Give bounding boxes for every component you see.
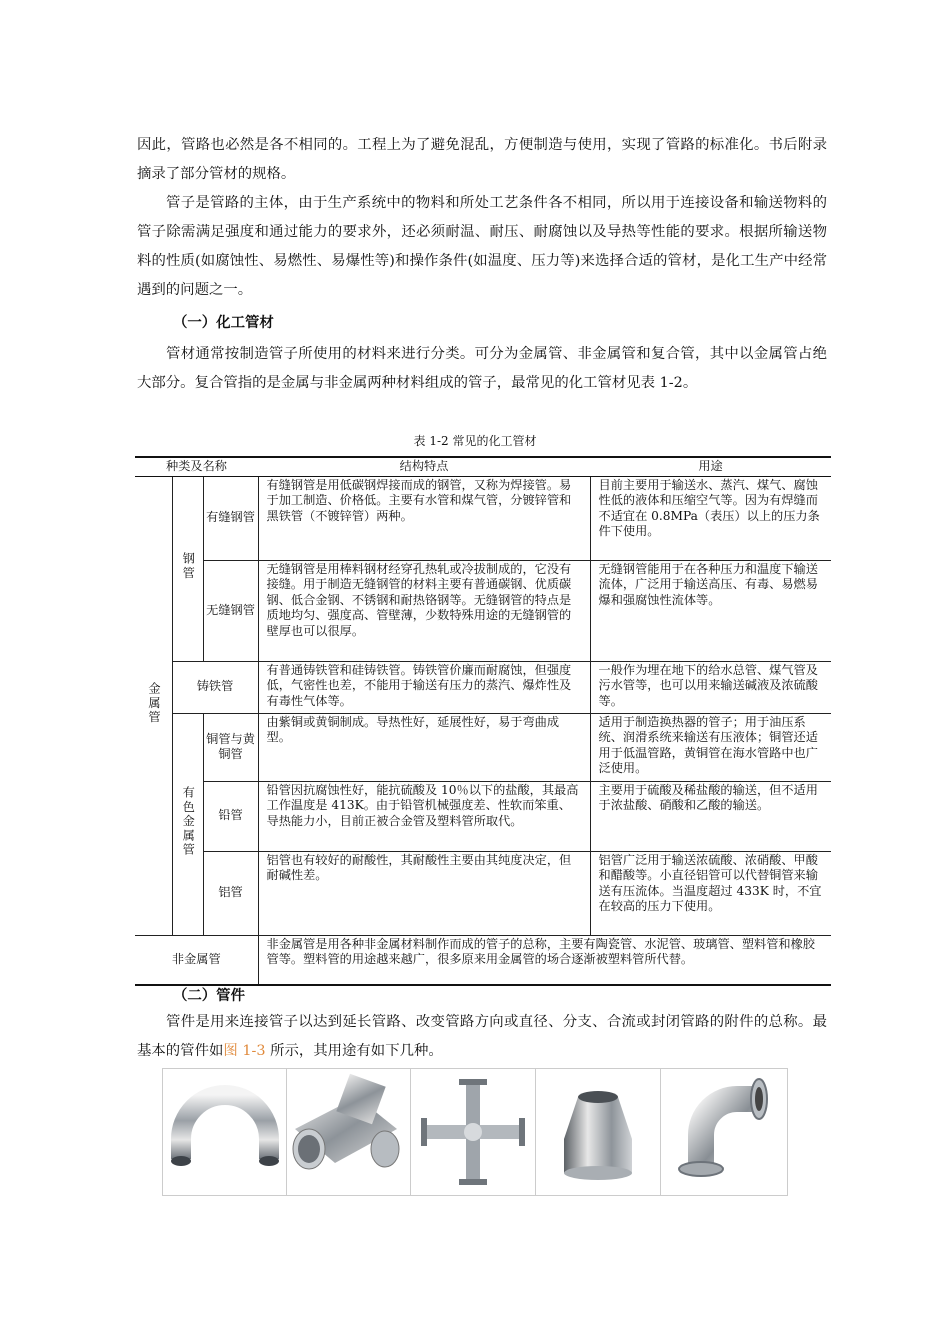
table-row bbox=[135, 713, 831, 781]
aluminum-structure: 铝管也有较好的耐酸性，其耐酸性主要由其纯度决定，但耐碱性差。 bbox=[258, 851, 590, 935]
label-cast-iron: 铸铁管 bbox=[172, 661, 258, 713]
welded-structure: 有缝钢管是用低碳钢焊接而成的钢管，又称为焊接管。易于加工制造、价格低。主要有水管和煤气管，分镀锌管和黑铁管（不镀锌管）两种。 bbox=[258, 476, 590, 560]
header-structure: 结构特点 bbox=[258, 457, 590, 476]
table-row bbox=[135, 935, 831, 985]
cross-fitting-icon bbox=[410, 1068, 536, 1196]
nonmetal-structure: 非金属管是用各种非金属材料制作而成的管子的总称，主要有陶瓷管、水泥管、玻璃管、塑料管和橡胶管等。塑料管的用途越来越广，很多原来用金属管的场合逐渐被塑料管所代替。 bbox=[258, 935, 831, 985]
lead-structure: 铅管因抗腐蚀性好，能抗硫酸及 10％以下的盐酸，其最高工作温度是 413K。由于铅管机械强度差、性软而笨重、导热能力小，目前正被合金管及塑料管所取代。 bbox=[258, 781, 590, 851]
seamless-structure: 无缝钢管是用棒料钢材经穿孔热轧或冷拔制成的，它没有接缝。用于制造无缝钢管的材料主要有普通碳钢、优质碳钢、低合金钢、不锈钢和耐热铬钢等。无缝钢管的特点是质地均匀、强度高、管壁薄，少数特殊用途的无缝钢管的壁厚也可以很厚。 bbox=[258, 560, 590, 661]
flanged-elbow-icon bbox=[660, 1068, 788, 1196]
copper-structure: 由紫铜或黄铜制成。导热性好，延展性好，易于弯曲成型。 bbox=[258, 713, 590, 781]
copper-usage: 适用于制造换热器的管子；用于油压系统、润滑系统来输送有压液体；铜管还适用于低温管路，黄铜管在海水管路中也广泛使用。 bbox=[590, 713, 831, 781]
seamless-usage: 无缝钢管能用于在各种压力和温度下输送流体，广泛用于输送高压、有毒、易燃易爆和强腐蚀性流体等。 bbox=[590, 560, 831, 661]
label-nonmetal: 非金属管 bbox=[135, 935, 258, 985]
lead-usage: 主要用于硫酸及稀盐酸的输送，但不适用于浓盐酸、硝酸和乙酸的输送。 bbox=[590, 781, 831, 851]
label-lead: 铅管 bbox=[203, 781, 258, 851]
fittings-photo-strip bbox=[162, 1068, 788, 1195]
label-welded: 有缝钢管 bbox=[203, 476, 258, 560]
tee-fitting-icon bbox=[286, 1068, 411, 1196]
label-copper: 铜管与黄铜管 bbox=[203, 713, 258, 781]
pipe-materials-table bbox=[135, 456, 831, 986]
header-usage: 用途 bbox=[590, 457, 831, 476]
heading-fittings: （二）管件 bbox=[173, 988, 245, 1004]
table-caption: 表 1-2 常见的化工管材 bbox=[413, 434, 537, 448]
paragraph-1: 因此，管路也必然是各不相同的。工程上为了避免混乱，方便制造与使用，实现了管路的标准化。书后附录摘录了部分管材的规格。 bbox=[137, 137, 827, 182]
figure-link[interactable]: 图 1-3 bbox=[223, 1043, 266, 1059]
aluminum-usage: 铝管广泛用于输送浓硫酸、浓硝酸、甲酸和醋酸等。小直径铝管可以代替铜管来输送有压流体。当温度超过 433K 时，不宜在较高的压力下使用。 bbox=[590, 851, 831, 935]
castiron-structure: 有普通铸铁管和硅铸铁管。铸铁管价廉而耐腐蚀，但强度低，气密性也差，不能用于输送有压力的蒸汽、爆炸性及有毒性气体等。 bbox=[258, 661, 590, 713]
table-row bbox=[135, 476, 831, 560]
table-row bbox=[135, 781, 831, 851]
castiron-usage: 一般作为埋在地下的给水总管、煤气管及污水管等，也可以用来输送碱液及浓硫酸等。 bbox=[590, 661, 831, 713]
table-row bbox=[135, 560, 831, 661]
table-header-row bbox=[135, 457, 831, 476]
u-bend-elbow-icon bbox=[162, 1068, 287, 1196]
table-row bbox=[135, 661, 831, 713]
label-metal-pipe: 金属管 bbox=[135, 476, 172, 935]
table-row bbox=[135, 851, 831, 935]
welded-usage: 目前主要用于输送水、蒸汽、煤气、腐蚀性低的液体和压缩空气等。因为有焊缝而不适宜在 0.8MPa（表压）以上的压力条件下使用。 bbox=[590, 476, 831, 560]
header-kind: 种类及名称 bbox=[135, 457, 258, 476]
label-seamless: 无缝钢管 bbox=[203, 560, 258, 661]
paragraph-2: 管子是管路的主体，由于生产系统中的物料和所处工艺条件各不相同，所以用于连接设备和输送物料的管子除需满足强度和通过能力的要求外，还必须耐温、耐压、耐腐蚀以及导热等性能的要求。根据所输送物料的性质(如腐蚀性、易燃性、易爆性等)和操作条件(如温度、压力等)来选择合适的管材，是化工生产中经常遇到的问题之一。 bbox=[137, 195, 827, 298]
label-steel-pipe: 钢管 bbox=[172, 476, 203, 661]
label-nonferrous: 有色金属管 bbox=[172, 713, 203, 935]
label-aluminum: 铝管 bbox=[203, 851, 258, 935]
paragraph-3: 管材通常按制造管子所使用的材料来进行分类。可分为金属管、非金属管和复合管，其中以金属管占绝大部分。复合管指的是金属与非金属两种材料组成的管子，最常见的化工管材见表 1-2。 bbox=[137, 346, 827, 391]
paragraph-4: 管件是用来连接管子以达到延长管路、改变管路方向或直径、分支、合流或封闭管路的附件的总称。最基本的管件如图 1-3 所示，其用途有如下几种。 bbox=[137, 1014, 827, 1059]
reducer-fitting-icon bbox=[535, 1068, 661, 1196]
heading-chemical-pipes: （一）化工管材 bbox=[173, 315, 274, 331]
